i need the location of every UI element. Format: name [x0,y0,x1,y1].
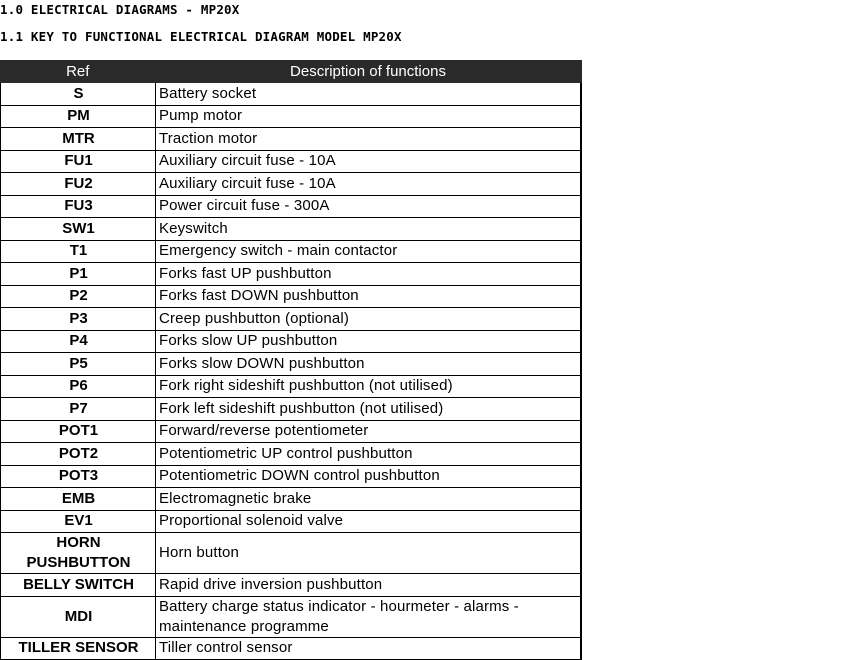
section-heading: 1.0 ELECTRICAL DIAGRAMS - MP20X [0,2,240,17]
ref-cell: BELLY SWITCH [1,574,156,597]
ref-cell: P1 [1,263,156,286]
ref-cell: MDI [1,596,156,637]
description-cell: Horn button [156,533,581,574]
table-row [1,596,581,637]
table-row [1,443,581,466]
ref-cell: POT1 [1,420,156,443]
table-header-row [1,61,581,83]
description-column-header: Description of functions [156,61,581,83]
ref-cell: P4 [1,330,156,353]
table-row [1,308,581,331]
ref-cell: SW1 [1,218,156,241]
description-cell: Fork left sideshift pushbutton (not utilised) [156,398,581,421]
description-cell: Forks slow DOWN pushbutton [156,353,581,376]
description-cell: Fork right sideshift pushbutton (not utilised) [156,375,581,398]
description-cell: Battery socket [156,83,581,106]
functions-key-table [0,60,582,660]
ref-cell: PM [1,105,156,128]
description-cell: Forks fast DOWN pushbutton [156,285,581,308]
description-cell: Electromagnetic brake [156,488,581,511]
description-cell: Creep pushbutton (optional) [156,308,581,331]
description-cell: Auxiliary circuit fuse - 10A [156,173,581,196]
table-row [1,150,581,173]
ref-cell: P7 [1,398,156,421]
ref-cell: FU3 [1,195,156,218]
ref-cell: P2 [1,285,156,308]
table-row [1,420,581,443]
ref-cell: EV1 [1,510,156,533]
table-row [1,83,581,106]
ref-cell: P5 [1,353,156,376]
table-row [1,488,581,511]
table-row [1,574,581,597]
ref-cell: POT2 [1,443,156,466]
subsection-heading: 1.1 KEY TO FUNCTIONAL ELECTRICAL DIAGRAM MODEL MP20X [0,29,402,44]
table-row [1,128,581,151]
description-cell: Power circuit fuse - 300A [156,195,581,218]
ref-cell: P6 [1,375,156,398]
table-row [1,105,581,128]
table-row [1,353,581,376]
table-row [1,218,581,241]
description-cell: Potentiometric DOWN control pushbutton [156,465,581,488]
table-row [1,465,581,488]
description-cell: Forward/reverse potentiometer [156,420,581,443]
table-row [1,240,581,263]
ref-cell: TILLER SENSOR [1,637,156,660]
ref-cell: FU2 [1,173,156,196]
description-cell: Tiller control sensor [156,637,581,660]
table-row [1,173,581,196]
table-row [1,263,581,286]
table-row [1,285,581,308]
ref-cell: EMB [1,488,156,511]
description-cell: Battery charge status indicator - hourmeter - alarms - maintenance programme [156,596,581,637]
table-row [1,637,581,660]
description-cell: Auxiliary circuit fuse - 10A [156,150,581,173]
table-row [1,533,581,574]
ref-column-header: Ref [1,61,156,83]
table-row [1,375,581,398]
description-cell: Rapid drive inversion pushbutton [156,574,581,597]
ref-cell: S [1,83,156,106]
table-row [1,195,581,218]
description-cell: Forks fast UP pushbutton [156,263,581,286]
ref-cell: POT3 [1,465,156,488]
description-cell: Emergency switch - main contactor [156,240,581,263]
table-row [1,330,581,353]
ref-cell: HORN PUSHBUTTON [1,533,156,574]
description-cell: Potentiometric UP control pushbutton [156,443,581,466]
ref-cell: P3 [1,308,156,331]
description-cell: Proportional solenoid valve [156,510,581,533]
description-cell: Forks slow UP pushbutton [156,330,581,353]
description-cell: Keyswitch [156,218,581,241]
table-row [1,398,581,421]
ref-cell: T1 [1,240,156,263]
ref-cell: FU1 [1,150,156,173]
table-row [1,510,581,533]
ref-cell: MTR [1,128,156,151]
description-cell: Pump motor [156,105,581,128]
description-cell: Traction motor [156,128,581,151]
